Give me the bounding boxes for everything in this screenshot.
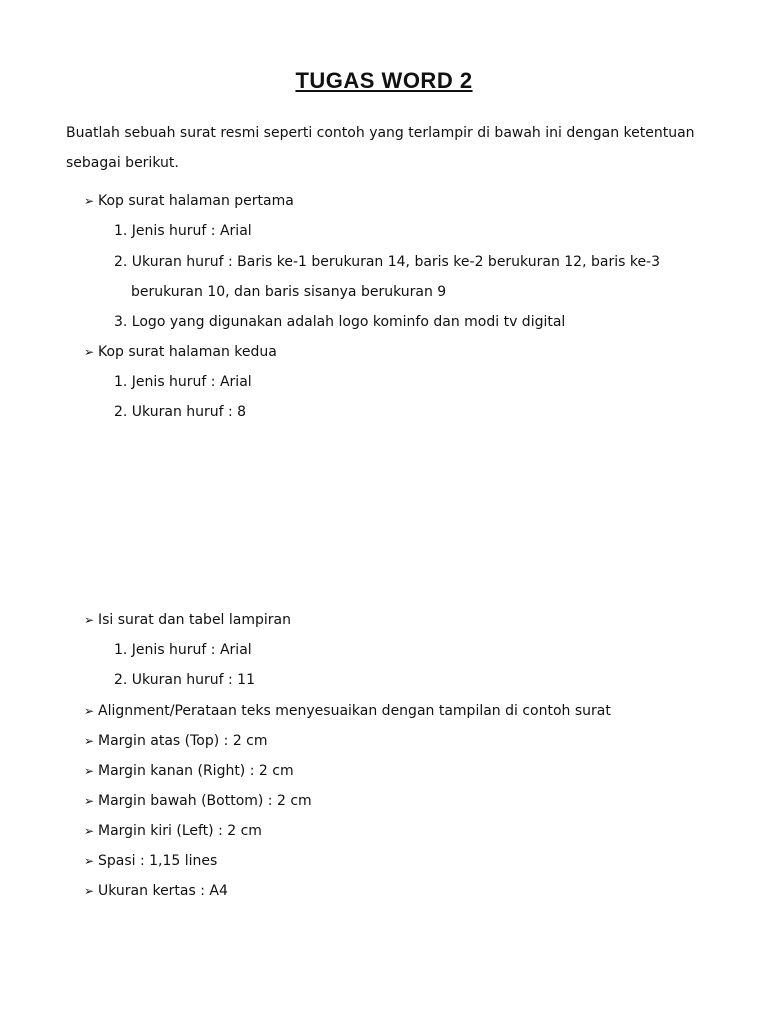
- list-item-continuation: berukuran 10, dan baris sisanya berukuran 9: [131, 284, 447, 300]
- bullet-alignment: [84, 702, 611, 720]
- arrow-bullet-icon: ➢: [84, 194, 95, 208]
- arrow-bullet-icon: ➢: [84, 734, 95, 748]
- list-item: 1. Jenis huruf : Arial: [114, 223, 252, 239]
- page-title: TUGAS WORD 2: [295, 68, 473, 93]
- bullet-label: Kop surat halaman kedua: [98, 344, 277, 360]
- list-item: 1. Jenis huruf : Arial: [114, 374, 252, 390]
- bullet-margin-left: [84, 822, 262, 840]
- bullet-margin-bottom: [84, 792, 312, 810]
- list-item: 2. Ukuran huruf : 11: [114, 672, 255, 688]
- bullet-kop-kedua: [84, 343, 277, 361]
- bullet-kop-pertama: [84, 192, 294, 210]
- bullet-isi-surat: [84, 611, 291, 629]
- intro-line-2: sebagai berikut.: [66, 155, 179, 171]
- bullet-margin-right: [84, 762, 294, 780]
- bullet-label: Spasi : 1,15 lines: [98, 853, 218, 869]
- bullet-label: Margin bawah (Bottom) : 2 cm: [98, 793, 312, 809]
- bullet-label: Margin kiri (Left) : 2 cm: [98, 823, 262, 839]
- arrow-bullet-icon: ➢: [84, 704, 95, 718]
- bullet-spasi: [84, 852, 217, 870]
- arrow-bullet-icon: ➢: [84, 613, 95, 627]
- list-item: 2. Ukuran huruf : 8: [114, 404, 247, 420]
- arrow-bullet-icon: ➢: [84, 854, 95, 868]
- arrow-bullet-icon: ➢: [84, 794, 95, 808]
- bullet-label: Kop surat halaman pertama: [98, 193, 294, 209]
- list-item: 3. Logo yang digunakan adalah logo kominfo dan modi tv digital: [114, 314, 566, 330]
- bullet-label: Margin kanan (Right) : 2 cm: [98, 763, 294, 779]
- arrow-bullet-icon: ➢: [84, 824, 95, 838]
- arrow-bullet-icon: ➢: [84, 345, 95, 359]
- bullet-label: Ukuran kertas : A4: [98, 883, 228, 899]
- bullet-kertas: [84, 882, 228, 900]
- bullet-label: Margin atas (Top) : 2 cm: [98, 733, 268, 749]
- list-item: 2. Ukuran huruf : Baris ke-1 berukuran 14, baris ke-2 berukuran 12, baris ke-3: [114, 254, 661, 270]
- bullet-label: Isi surat dan tabel lampiran: [98, 612, 291, 628]
- arrow-bullet-icon: ➢: [84, 884, 95, 898]
- arrow-bullet-icon: ➢: [84, 764, 95, 778]
- list-item: 1. Jenis huruf : Arial: [114, 642, 252, 658]
- bullet-margin-top: [84, 732, 268, 750]
- intro-line-1: Buatlah sebuah surat resmi seperti contoh yang terlampir di bawah ini dengan ketentuan: [66, 125, 695, 141]
- bullet-label: Alignment/Perataan teks menyesuaikan dengan tampilan di contoh surat: [98, 703, 611, 719]
